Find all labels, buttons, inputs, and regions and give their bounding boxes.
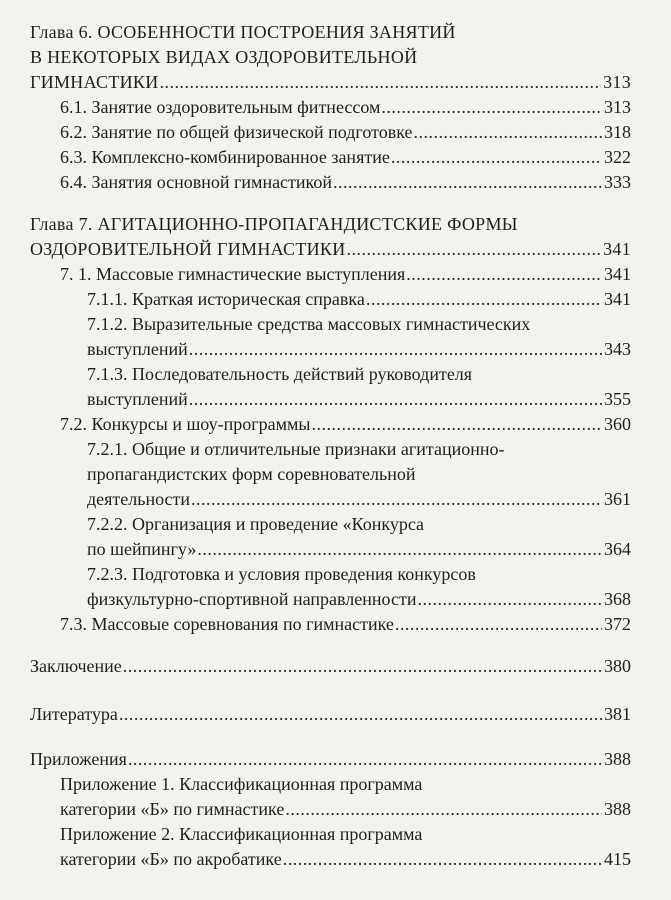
- toc-entry-7-1: [60, 262, 631, 286]
- entry-title: 7.3. Массовые соревнования по гимнастике: [60, 614, 394, 634]
- page-number: 313: [603, 72, 631, 92]
- toc-entry-7-3: [60, 612, 631, 636]
- toc-entry-7-2: [60, 412, 631, 436]
- chapter-6-title-line3: [30, 70, 631, 94]
- toc-entry-7-2-2-line2: [87, 537, 631, 561]
- toc-entry-7-2-1-line3: [87, 487, 631, 511]
- page-number: 341: [603, 239, 631, 259]
- entry-title: Литература: [30, 704, 118, 724]
- leader-dots: [395, 612, 602, 636]
- toc-entry-appendices: [30, 747, 631, 771]
- page-number: 355: [604, 389, 631, 409]
- chapter-7-title-text: ОЗДОРОВИТЕЛЬНОЙ ГИМНАСТИКИ: [30, 239, 346, 259]
- entry-title: выступлений: [87, 389, 188, 409]
- entry-title: 6.2. Занятие по общей физической подготовке: [60, 122, 413, 142]
- toc-entry-appendix-2-line1: Приложение 2. Классификационная программа: [60, 824, 423, 844]
- toc-entry-appendix-1-line2: [60, 797, 631, 821]
- chapter-6-title-line1: Глава 6. ОСОБЕННОСТИ ПОСТРОЕНИЯ ЗАНЯТИЙ: [30, 22, 456, 42]
- toc-entry-7-2-1-line1: 7.2.1. Общие и отличительные признаки агитационно-: [87, 439, 505, 459]
- toc-entry-appendix-2-line2: [60, 847, 631, 871]
- page-number: 318: [604, 122, 631, 142]
- entry-title: 6.3. Комплексно-комбинированное занятие: [60, 147, 390, 167]
- leader-dots: [347, 237, 602, 261]
- entry-title: 7.1.1. Краткая историческая справка: [87, 289, 365, 309]
- toc-entry-7-1-3-line2: [87, 387, 631, 411]
- entry-title: категории «Б» по гимнастике: [60, 799, 285, 819]
- page-number: 368: [604, 589, 631, 609]
- page-number: 333: [604, 172, 631, 192]
- page-number: 360: [604, 414, 631, 434]
- leader-dots: [417, 587, 602, 611]
- page-number: 388: [604, 749, 631, 769]
- toc-entry-literature: [30, 702, 631, 726]
- page-number: 343: [604, 339, 631, 359]
- leader-dots: [119, 702, 602, 726]
- toc-entry-7-2-1-line2: пропагандистских форм соревновательной: [87, 464, 416, 484]
- leader-dots: [123, 654, 602, 678]
- entry-title: по шейпингу»: [87, 539, 197, 559]
- leader-dots: [391, 145, 602, 169]
- toc-entry-7-2-3-line2: [87, 587, 631, 611]
- toc-entry-7-2-3-line1: 7.2.3. Подготовка и условия проведения конкурсов: [87, 564, 476, 584]
- leader-dots: [189, 387, 602, 411]
- toc-entry-6-2: [60, 120, 631, 144]
- page-number: 388: [604, 799, 631, 819]
- leader-dots: [333, 170, 602, 194]
- page-number: 372: [604, 614, 631, 634]
- entry-title: Приложения: [30, 749, 127, 769]
- leader-dots: [285, 797, 602, 821]
- toc-entry-6-1: [60, 95, 631, 119]
- chapter-7-title-line2: [30, 237, 631, 261]
- page-number: 361: [604, 489, 631, 509]
- entry-title: 6.4. Занятия основной гимнастикой: [60, 172, 333, 192]
- page-number: 415: [604, 849, 631, 869]
- entry-title: деятельности: [87, 489, 191, 509]
- toc-entry-7-1-1: [87, 287, 631, 311]
- leader-dots: [160, 70, 602, 94]
- page-number: 364: [604, 539, 631, 559]
- toc-entry-conclusion: [30, 654, 631, 678]
- entry-title: физкультурно-спортивной направленности: [87, 589, 417, 609]
- chapter-7-title-line1: Глава 7. АГИТАЦИОННО-ПРОПАГАНДИСТСКИЕ ФОРМЫ: [30, 214, 518, 234]
- page-number: 381: [604, 704, 631, 724]
- entry-title: категории «Б» по акробатике: [60, 849, 282, 869]
- toc-entry-6-4: [60, 170, 631, 194]
- entry-title: Заключение: [30, 656, 122, 676]
- leader-dots: [191, 487, 602, 511]
- toc-entry-6-3: [60, 145, 631, 169]
- page-number: 322: [604, 147, 631, 167]
- entry-title: 7. 1. Массовые гимнастические выступления: [60, 264, 406, 284]
- toc-entry-7-1-3-line1: 7.1.3. Последовательность действий руководителя: [87, 364, 473, 384]
- leader-dots: [197, 537, 602, 561]
- page-number: 341: [604, 264, 631, 284]
- toc-entry-7-2-2-line1: 7.2.2. Организация и проведение «Конкурса: [87, 514, 425, 534]
- toc-entry-appendix-1-line1: Приложение 1. Классификационная программа: [60, 774, 423, 794]
- leader-dots: [189, 337, 602, 361]
- entry-title: 6.1. Занятие оздоровительным фитнессом: [60, 97, 381, 117]
- page-number: 380: [604, 656, 631, 676]
- leader-dots: [283, 847, 602, 871]
- page-number: 313: [604, 97, 631, 117]
- toc-entry-7-1-2-line1: 7.1.2. Выразительные средства массовых гимнастических: [87, 314, 531, 334]
- chapter-6-title-line2: В НЕКОТОРЫХ ВИДАХ ОЗДОРОВИТЕЛЬНОЙ: [30, 47, 418, 67]
- toc-entry-7-1-2-line2: [87, 337, 631, 361]
- leader-dots: [414, 120, 602, 144]
- entry-title: выступлений: [87, 339, 188, 359]
- leader-dots: [128, 747, 602, 771]
- leader-dots: [381, 95, 602, 119]
- leader-dots: [366, 287, 602, 311]
- chapter-6-title-text: ГИМНАСТИКИ: [30, 72, 159, 92]
- leader-dots: [406, 262, 602, 286]
- leader-dots: [312, 412, 603, 436]
- entry-title: 7.2. Конкурсы и шоу-программы: [60, 414, 311, 434]
- page-number: 341: [604, 289, 631, 309]
